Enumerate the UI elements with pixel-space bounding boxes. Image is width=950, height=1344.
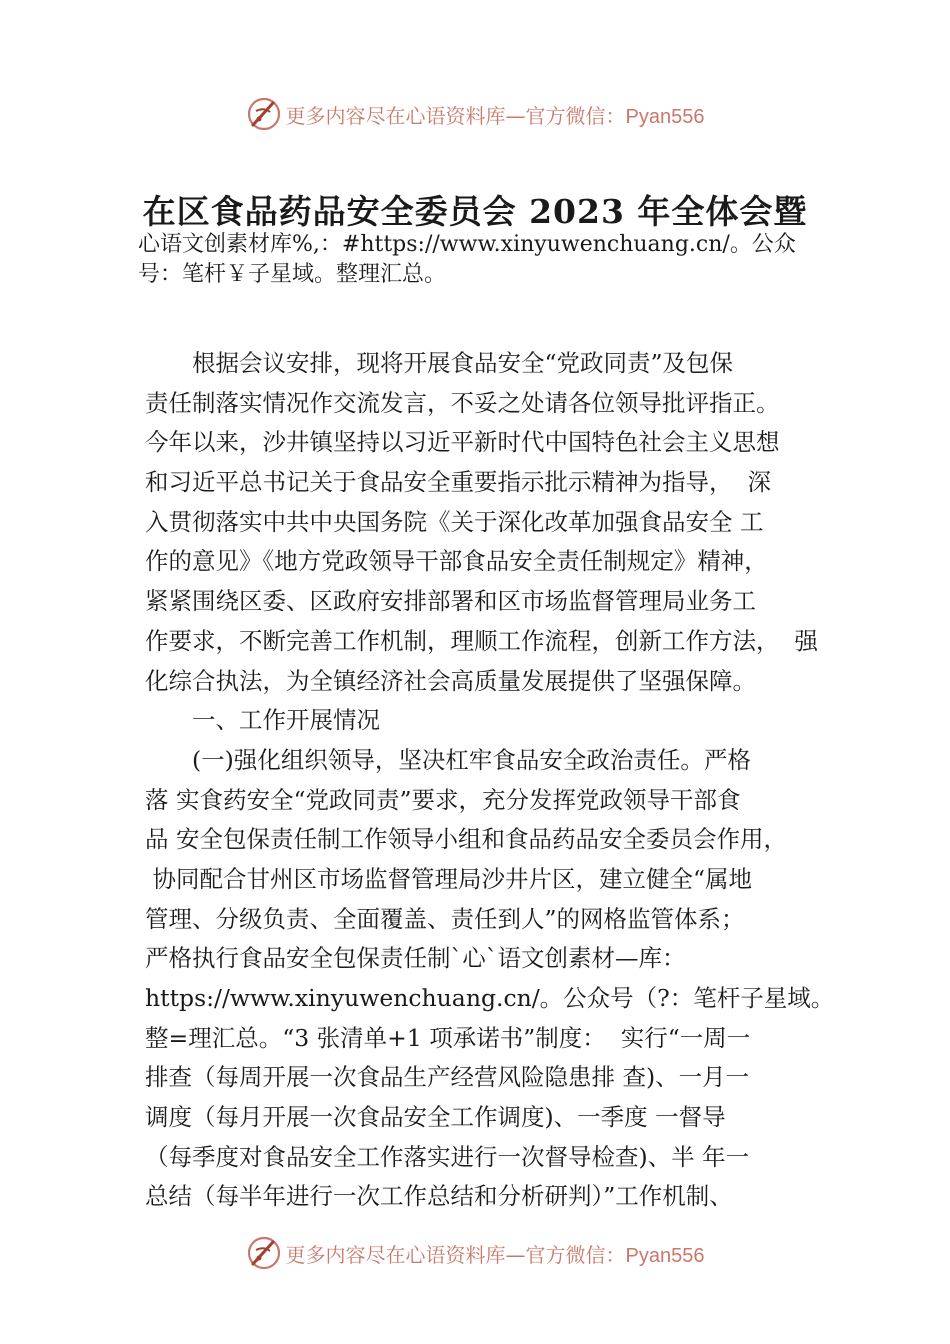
body-line: 整=理汇总。“3 张清单+1 项承诺书”制度： 实行“一周一 bbox=[145, 1023, 751, 1052]
body-line: 严格执行食品安全包保责任制`心`语文创素材—库： bbox=[145, 944, 686, 973]
body-line: 管理、分级负责、全面覆盖、责任到人”的网格监管体系； bbox=[145, 904, 745, 933]
source-line: 心语文创素材库%,：#https://www.xinyuwenchuang.cn/。公众 bbox=[138, 232, 796, 257]
body-line: (一)强化组织领导，坚决杠牢食品安全政治责任。严格 bbox=[145, 745, 751, 774]
body-line: 品 安全包保责任制工作领导小组和食品药品安全委员会作用， bbox=[145, 825, 787, 854]
body-line: 作要求，不断完善工作机制，理顺工作流程，创新工作方法， 强 bbox=[145, 626, 818, 655]
brush-logo-icon bbox=[246, 1235, 282, 1271]
body-line: 根据会议安排，现将开展食品安全“党政同责”及包保 bbox=[145, 349, 734, 377]
body-line: （每季度对食品安全工作落实进行一次督导检查)、半 年一 bbox=[145, 1142, 750, 1171]
banner-text: 更多内容尽在心语资料库—官方微信：Pyan556 bbox=[285, 103, 705, 128]
body-line: 入贯彻落实中共中央国务院《关于深化改革加强食品安全 工 bbox=[145, 507, 764, 536]
top-watermark-banner bbox=[0, 94, 950, 134]
body-line: 责任制落实情况作交流发言，不妥之处请各位领导批评指正。 bbox=[145, 388, 780, 417]
document-body bbox=[145, 344, 845, 1217]
body-line: 作的意见》《地方党政领导干部食品安全责任制规定》精神， bbox=[145, 547, 768, 576]
source-line: 号：笔杆￥子星域。整理汇总。 bbox=[138, 262, 447, 287]
section-heading: 一、工作开展情况 bbox=[145, 706, 380, 735]
body-line: 调度（每月开展一次食品安全工作调度)、一季度 一督导 bbox=[145, 1103, 726, 1132]
brush-logo-icon bbox=[246, 96, 282, 132]
body-line: 协同配合甘州区市场监督管理局沙井片区，建立健全“属地 bbox=[145, 864, 752, 893]
body-line: 今年以来，沙井镇坚持以习近平新时代中国特色社会主义思想 bbox=[145, 428, 780, 457]
body-line: 落 实食药安全“党政同责”要求，充分发挥党政领导干部食 bbox=[145, 785, 741, 814]
body-line: 紧紧围绕区委、区政府安排部署和区市场监督管理局业务工 bbox=[145, 587, 756, 616]
body-line: 和习近平总书记关于食品安全重要指示批示精神为指导， 深 bbox=[145, 468, 771, 497]
source-note bbox=[138, 230, 850, 290]
banner-text: 更多内容尽在心语资料库—官方微信：Pyan556 bbox=[285, 1242, 705, 1267]
body-line: https://www.xinyuwenchuang.cn/。公众号（?：笔杆子星域。 bbox=[145, 984, 835, 1012]
body-line: 排查（每周开展一次食品生产经营风险隐患排 查)、一月一 bbox=[145, 1063, 750, 1092]
document-title: 在区食品药品安全委员会 2023 年全体会暨 bbox=[142, 192, 808, 231]
body-line: 化综合执法，为全镇经济社会高质量发展提供了坚强保障。 bbox=[145, 666, 756, 695]
bottom-watermark-banner bbox=[0, 1233, 950, 1273]
body-line: 总结（每半年进行一次工作总结和分析研判）”工作机制、 bbox=[145, 1182, 733, 1211]
